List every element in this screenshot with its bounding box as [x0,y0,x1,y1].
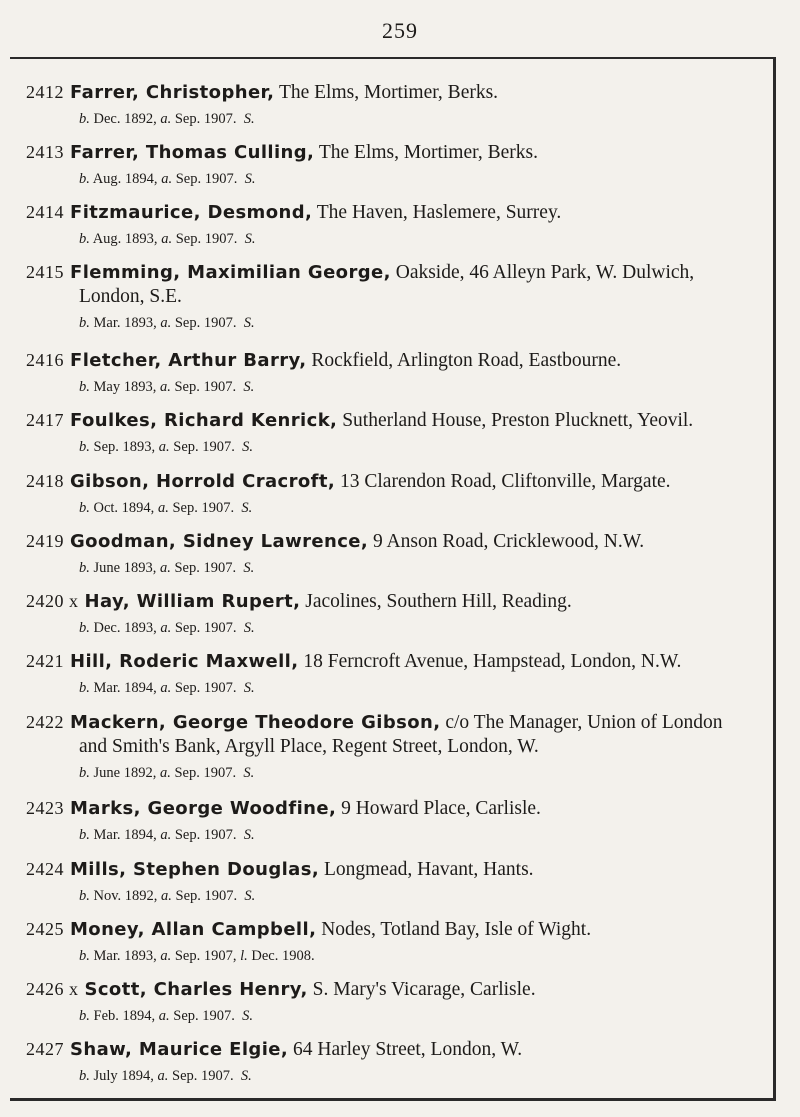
entry-name: Farrer, Thomas Culling, [70,142,315,163]
register-entry [26,857,772,906]
entry-heading [26,408,772,433]
register-entry [26,469,772,518]
entry-number: 2420 x [26,591,79,611]
entry-dates [79,886,772,906]
entry-heading [26,1037,772,1062]
entry-address-continued: and Smith's Bank, Argyll Place, Regent Street, London, W. [79,736,539,757]
house-letter: S. [243,680,255,696]
entry-number: 2416 [26,350,64,370]
entry-address: Oakside, 46 Alleyn Park, W. Dulwich, [395,262,695,283]
born-label: b. [79,620,90,636]
entry-dates [79,558,772,578]
entry-number: 2421 [26,651,64,671]
entry-dates [79,313,772,333]
entry-dates [79,678,772,698]
register-entry [26,649,772,698]
admitted-date: Sep. 1907. [175,888,238,904]
admitted-date: Sep. 1907. [174,111,237,127]
admitted-label: a. [160,315,172,331]
admitted-label: a. [161,231,173,247]
house-letter: S. [243,111,255,127]
entry-name: Money, Allan Campbell, [70,919,317,940]
born-label: b. [79,379,90,395]
born-label: b. [79,680,90,696]
register-entry [26,408,772,457]
admitted-date: Sep. 1907. [174,315,237,331]
register-entry [26,917,772,966]
born-label: b. [79,765,90,781]
admitted-label: a. [160,680,172,696]
admitted-label: a. [161,171,173,187]
entry-heading [26,80,772,105]
left-date: Dec. 1908. [251,948,315,964]
admitted-date: Sep. 1907, [174,948,237,964]
entry-address: The Haven, Haslemere, Surrey. [316,202,562,223]
born-date: May 1893, [93,379,157,395]
entry-address: 18 Ferncroft Avenue, Hampstead, London, N.W. [303,651,682,672]
house-letter: S. [241,500,253,516]
born-date: Aug. 1894, [92,171,158,187]
born-label: b. [79,1008,90,1024]
entry-name: Shaw, Maurice Elgie, [70,1039,289,1060]
entry-address: Rockfield, Arlington Road, Eastbourne. [311,350,622,371]
admitted-date: Sep. 1907. [172,1068,234,1084]
admitted-label: a. [161,888,172,904]
born-date: Oct. 1894, [93,500,155,516]
entry-number: 2425 [26,919,64,939]
entry-address: Longmead, Havant, Hants. [323,859,534,880]
entry-name: Scott, Charles Henry, [84,979,308,1000]
entry-dates [79,1066,772,1086]
admitted-label: a. [160,948,172,964]
entry-dates [79,498,772,518]
register-entry [26,529,772,578]
entry-number: 2415 [26,262,64,282]
house-letter: S. [243,827,255,843]
born-label: b. [79,439,90,455]
register-entry [26,796,772,845]
house-letter: S. [242,1008,253,1024]
entry-name: Hill, Roderic Maxwell, [70,651,299,672]
entry-address: 9 Howard Place, Carlisle. [341,798,541,819]
entry-name: Goodman, Sidney Lawrence, [70,531,369,552]
entry-address: S. Mary's Vicarage, Carlisle. [312,979,536,1000]
born-label: b. [79,560,90,576]
admitted-label: a. [157,500,169,516]
born-date: June 1892, [93,765,157,781]
admitted-date: Sep. 1907. [174,620,237,636]
entry-name: Fitzmaurice, Desmond, [70,202,313,223]
house-letter: S. [243,315,255,331]
entry-number: 2417 [26,410,64,430]
entry-number: 2424 [26,859,64,879]
entry-heading [26,200,772,225]
entry-heading [26,348,772,373]
entry-dates [79,169,772,189]
born-date: Feb. 1894, [93,1008,156,1024]
entry-address-continued: London, S.E. [79,286,182,307]
born-label: b. [79,1068,90,1084]
house-letter: S. [243,379,255,395]
admitted-label: a. [157,1068,169,1084]
born-date: Mar. 1894, [93,827,157,843]
entry-address: The Elms, Mortimer, Berks. [278,82,499,103]
entry-name: Flemming, Maximilian George, [70,262,391,283]
register-entry [26,710,772,783]
entry-dates [79,825,772,845]
admitted-label: a. [160,827,172,843]
entry-address: c/o The Manager, Union of London [445,712,723,733]
register-entry [26,260,772,333]
house-letter: S. [244,231,256,247]
entry-heading [26,469,772,494]
admitted-date: Sep. 1907. [173,1008,235,1024]
admitted-date: Sep. 1907. [173,439,235,455]
entry-dates [79,763,772,783]
entry-dates [79,1006,772,1026]
entry-number: 2412 [26,82,64,102]
born-date: Sep. 1893, [93,439,156,455]
entry-heading [26,649,772,674]
register-entry [26,348,772,397]
register-entry [26,80,772,129]
register-entry [26,200,772,249]
entry-name: Foulkes, Richard Kenrick, [70,410,338,431]
register-entry [26,1037,772,1086]
house-letter: S. [243,765,255,781]
entry-name: Farrer, Christopher, [70,82,275,103]
register-entry [26,589,772,638]
admitted-label: a. [160,620,172,636]
admitted-label: a. [158,1008,170,1024]
entry-heading [26,857,772,882]
entry-heading [26,140,772,165]
entry-address: Sutherland House, Preston Plucknett, Yeovil. [342,410,694,431]
born-date: July 1894, [93,1068,154,1084]
entry-address: 13 Clarendon Road, Cliftonville, Margate. [340,471,671,492]
entry-address: 64 Harley Street, London, W. [293,1039,523,1060]
entry-heading [26,710,772,759]
entry-name: Gibson, Horrold Cracroft, [70,471,336,492]
house-letter: S. [244,171,256,187]
entry-dates [79,618,772,638]
born-date: Mar. 1893, [93,948,157,964]
house-letter: S. [243,560,255,576]
entry-heading [26,977,772,1002]
admitted-date: Sep. 1907. [172,500,235,516]
entry-name: Fletcher, Arthur Barry, [70,350,307,371]
entry-number: 2418 [26,471,64,491]
house-letter: S. [240,1068,252,1084]
born-label: b. [79,315,90,331]
admitted-label: a. [160,111,172,127]
admitted-date: Sep. 1907. [174,827,237,843]
admitted-date: Sep. 1907. [174,680,237,696]
born-label: b. [79,948,90,964]
entry-number: 2423 [26,798,64,818]
entry-number: 2422 [26,712,64,732]
admitted-label: a. [159,379,171,395]
admitted-label: a. [159,765,171,781]
born-date: Nov. 1892, [93,888,158,904]
entry-heading [26,260,772,309]
entry-number: 2426 x [26,979,79,999]
born-label: b. [79,888,90,904]
admitted-label: a. [158,439,170,455]
page-number: 259 [382,18,418,43]
born-label: b. [79,827,90,843]
left-label: l. [240,948,248,964]
admitted-label: a. [159,560,171,576]
born-date: Mar. 1893, [93,315,157,331]
register-entry [26,140,772,189]
entry-name: Mackern, George Theodore Gibson, [70,712,441,733]
house-letter: S. [243,620,255,636]
entry-heading [26,529,772,554]
born-date: Dec. 1893, [93,620,157,636]
entry-name: Hay, William Rupert, [84,591,301,612]
entry-heading [26,796,772,821]
admitted-date: Sep. 1907. [175,171,238,187]
entry-number: 2427 [26,1039,64,1059]
entry-address: The Elms, Mortimer, Berks. [318,142,538,163]
born-date: Mar. 1894, [93,680,157,696]
born-date: Dec. 1892, [93,111,157,127]
entry-dates [79,377,772,397]
admitted-date: Sep. 1907. [175,231,238,247]
register-entry [26,977,772,1026]
entry-heading [26,917,772,942]
house-letter: S. [244,888,256,904]
entry-number: 2419 [26,531,64,551]
entry-dates [79,946,772,966]
entry-address: Nodes, Totland Bay, Isle of Wight. [321,919,592,940]
born-date: June 1893, [93,560,157,576]
born-label: b. [79,111,90,127]
entry-heading [26,589,772,614]
entry-number: 2414 [26,202,64,222]
entry-number: 2413 [26,142,64,162]
entry-address: 9 Anson Road, Cricklewood, N.W. [373,531,645,552]
born-label: b. [79,171,90,187]
admitted-date: Sep. 1907. [174,379,237,395]
entry-name: Mills, Stephen Douglas, [70,859,320,880]
entry-name: Marks, George Woodfine, [70,798,337,819]
born-label: b. [79,500,90,516]
born-date: Aug. 1893, [92,231,158,247]
entry-dates [79,229,772,249]
admitted-date: Sep. 1907. [174,560,237,576]
admitted-date: Sep. 1907. [174,765,237,781]
entry-dates [79,109,772,129]
entry-dates [79,437,772,457]
entry-address: Jacolines, Southern Hill, Reading. [305,591,572,612]
born-label: b. [79,231,90,247]
house-letter: S. [242,439,253,455]
